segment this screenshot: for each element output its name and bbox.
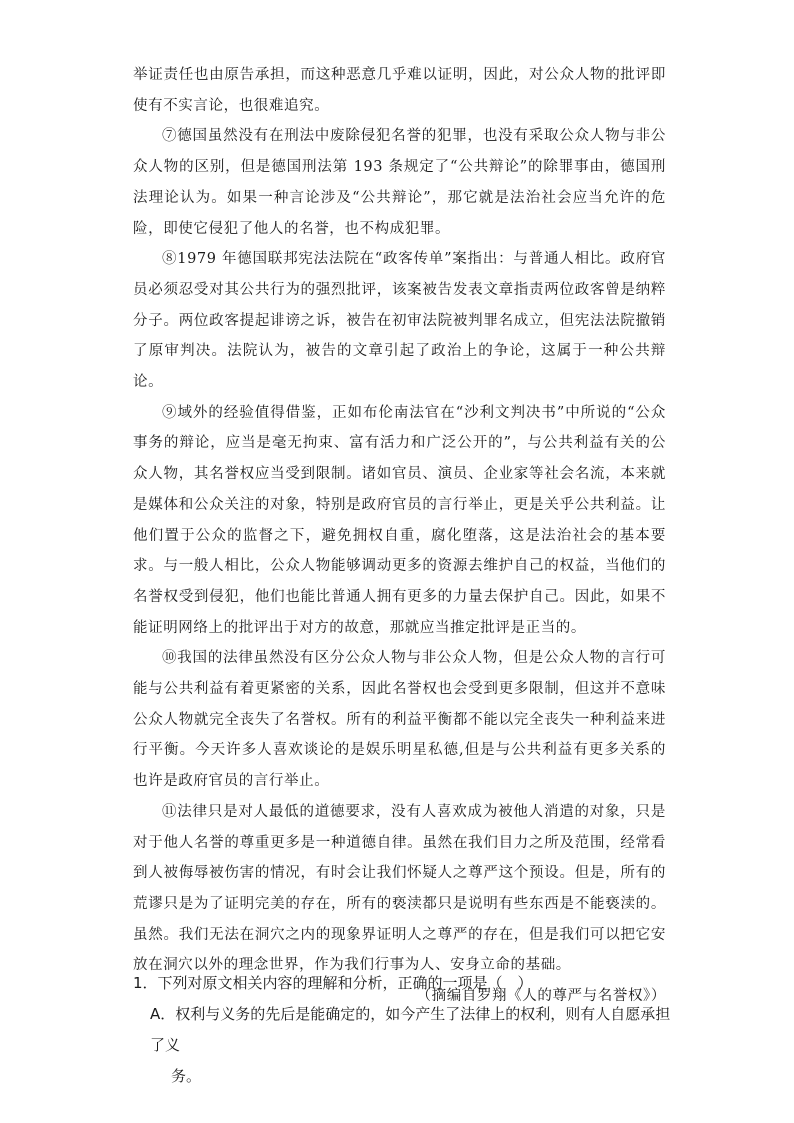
question-1-stem: 1．下列对原文相关内容的理解和分析，正确的一项是（ ） [133,974,533,992]
paragraph-11: ⑪法律只是对人最低的道德要求，没有人喜欢成为被他人消遣的对象，只是对于他人名誉的尊重更多是一种道德自律。虽然在我们目力之所及范围，经常看到人被侮辱被伤害的情况，有时会让我们怀疑人之尊严这个预设。但是，所有的荒谬只是为了证明完美的存在，所有的亵渎都只是说明有些东西是不能亵渎的。虽然。我们无法在洞穴之内的现象界证明人之尊严的存在，但是我们可以把它安放在洞穴以外的理念世界，作为我们行事为人、安身立命的基础。 [133,803,666,974]
paragraph-continued: 举证责任也由原告承担，而这种恶意几乎难以证明，因此，对公众人物的批评即使有不实言论，也很难追究。 [133,67,666,114]
paragraph-7: ⑦德国虽然没有在刑法中废除侵犯名誉的犯罪，也没有采取公众人物与非公众人物的区别，但是德国刑法第 193 条规定了“公共辩论”的除罪事由，德国刑法理论认为。如果一种言论涉及“公共辩论”，那它就是法治社会应当允许的危险，即使它侵犯了他人的名誉，也不构成犯罪。 [133,128,666,237]
question-section [133,968,673,1092]
paragraph-8: ⑧1979 年德国联邦宪法法院在“政客传单”案指出：与普通人相比。政府官员必须忍受对其公共行为的强烈批评，该案被告发表文章指责两位政客曾是纳粹分子。两位政客提起诽谤之诉，被告在初审法院被判罪名成立，但宪法法院撤销了原审判决。法院认为，被告的文章引起了政治上的争论，这属于一种公共辩论。 [133,251,666,391]
paragraph-10: ⑩我国的法律虽然没有区分公众人物与非公众人物，但是公众人物的言行可能与公共利益有着更紧密的关系，因此名誉权也会受到更多限制，但这并不意味公众人物就完全丧失了名誉权。所有的利益平衡都不能以完全丧失一种利益来进行平衡。今天许多人喜欢谈论的是娱乐明星私德,但是与公共利益有更多关系的也许是政府官员的言行举止。 [133,650,666,790]
article-body [133,60,666,1012]
question-1-option-a[interactable] [133,999,673,1092]
option-a-line-2: 务。 [171,1067,202,1085]
article-source: （摘编自罗翔《人的尊严与名誉权》） [416,988,666,1005]
paragraph-9: ⑨域外的经验值得借鉴，正如布伦南法官在“沙利文判决书”中所说的“公众事务的辩论，应当是毫无拘束、富有活力和广泛公开的”，与公共利益有关的公众人物，其名誉权应当受到限制。诸如官员、演员、企业家等社会名流，本来就是媒体和公众关注的对象，特别是政府官员的言行举止，更是关乎公共利益。让他们置于公众的监督之下，避免拥权自重，腐化堕落，这是法治社会的基本要求。与一般人相比，公众人物能够调动更多的资源去维护自己的权益，当他们的名誉权受到侵犯，他们也能比普通人拥有更多的力量去保护自己。因此，如果不能证明网络上的批评出于对方的故意，那就应当推定批评是正当的。 [133,404,666,636]
option-a-line-1: A．权利与义务的先后是能确定的，如今产生了法律上的权利，则有人自愿承担了义 [150,1005,671,1054]
